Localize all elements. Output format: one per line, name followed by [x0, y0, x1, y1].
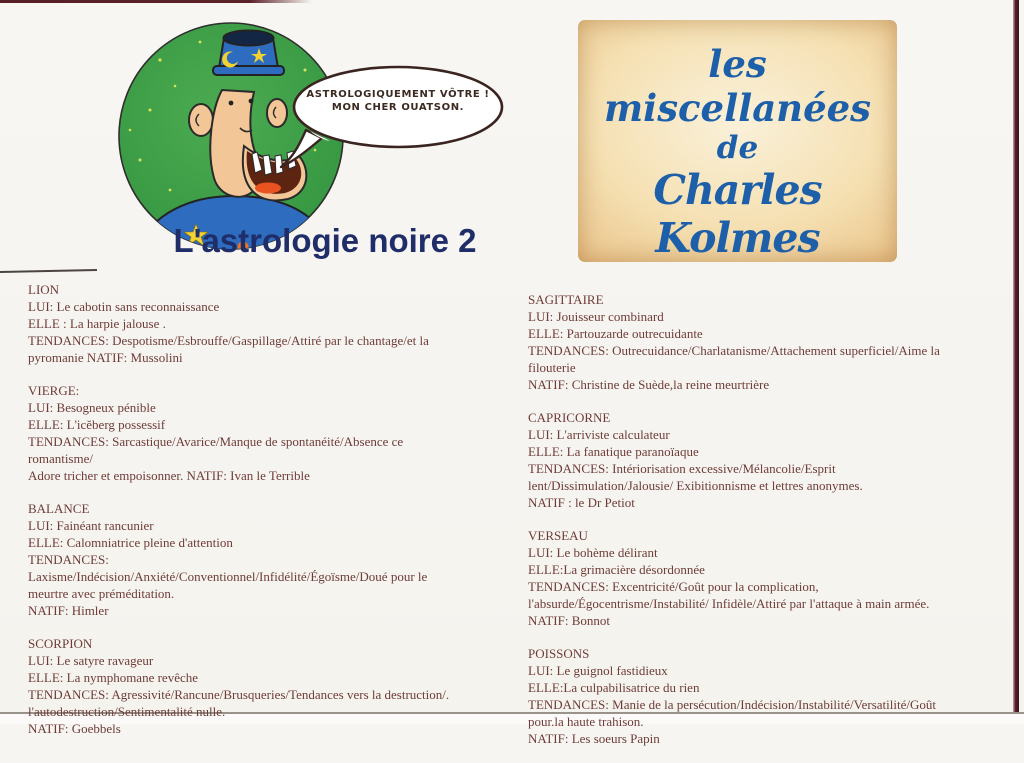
- zodiac-text-line: NATIF : le Dr Petiot: [528, 495, 635, 510]
- zodiac-text-line: LUI: Le cabotin sans reconnaissance: [28, 299, 220, 314]
- wizard-hat-icon: [213, 31, 284, 76]
- zodiac-text-line: ELLE: Calomniatrice pleine d'attention: [28, 535, 233, 550]
- zodiac-text-line: LUI: Fainéant rancunier: [28, 518, 154, 533]
- zodiac-section-poissons: [528, 645, 1008, 747]
- zodiac-text-line: ELLE: Partouzarde outrecuidante: [528, 326, 703, 341]
- speech-line-1: ASTROLOGIQUEMENT VÔTRE !: [306, 89, 490, 100]
- title-card: [578, 20, 897, 262]
- zodiac-text-line: meurtre avec préméditation.: [28, 586, 175, 601]
- speech-bubble-text: [302, 88, 494, 114]
- zodiac-column-left: [28, 281, 498, 753]
- zodiac-sign-heading: SAGITTAIRE: [528, 292, 604, 307]
- zodiac-text-line: LUI: Le bohème délirant: [528, 545, 658, 560]
- zodiac-text-line: ELLE : La harpie jalouse .: [28, 316, 166, 331]
- zodiac-text-line: TENDANCES: Intériorisation excessive/Mélancolie/Esprit: [528, 461, 836, 476]
- tongue: [255, 183, 281, 194]
- zodiac-sign-heading: VIERGE:: [28, 383, 80, 398]
- zodiac-text-line: TENDANCES:: [28, 552, 109, 567]
- right-ear: [267, 99, 287, 127]
- page-title: L'astrologie noire 2: [173, 222, 477, 259]
- zodiac-sign-heading: CAPRICORNE: [528, 410, 611, 425]
- zodiac-section-lion: [28, 281, 498, 366]
- zodiac-text-line: TENDANCES: Sarcastique/Avarice/Manque de spontanéité/Absence ce: [28, 434, 404, 449]
- zodiac-text-line: ELLE:La grimacière désordonnée: [528, 562, 705, 577]
- zodiac-section-scorpion: [28, 635, 498, 737]
- zodiac-sign-heading: BALANCE: [28, 501, 90, 516]
- zodiac-text-line: TENDANCES: Excentricité/Goût pour la complication,: [528, 579, 819, 594]
- card-line-2: de: [716, 130, 759, 166]
- zodiac-text-line: TENDANCES: Agressivité/Rancune/Brusqueries/Tendances vers la destruction/.: [28, 687, 450, 702]
- zodiac-text-line: ELLE:La culpabilisatrice du rien: [528, 680, 700, 695]
- card-line-1: les miscellanées: [603, 42, 871, 130]
- scan-artifact-right-line: [1013, 0, 1019, 713]
- zodiac-text-line: l'absurde/Égocentrisme/Instabilité/ Infidèle/Attiré par l'attaque à main armée.: [528, 596, 930, 611]
- zodiac-text-line: pour.la haute trahison.: [528, 714, 644, 729]
- left-ear: [189, 104, 213, 136]
- zodiac-text-line: l'autodestruction/Sentimentalité nulle.: [28, 704, 226, 719]
- zodiac-text-line: TENDANCES: Manie de la persécution/Indécision/Instabilité/Versatilité/Goût: [528, 697, 936, 712]
- zodiac-text-line: LUI: Le satyre ravageur: [28, 653, 154, 668]
- zodiac-sign-heading: LION: [28, 282, 60, 297]
- zodiac-text-line: Laxisme/Indécision/Anxiété/Conventionnel/Infidélité/Égoïsme/Doué pour le: [28, 569, 428, 584]
- zodiac-text-line: TENDANCES: Despotisme/Esbrouffe/Gaspillage/Attiré par le chantage/et la: [28, 333, 429, 348]
- zodiac-section-capricorne: [528, 409, 1008, 511]
- zodiac-text-line: NATIF: Goebbels: [28, 721, 121, 736]
- zodiac-text-line: LUI: L'arriviste calculateur: [528, 427, 670, 442]
- zodiac-sign-heading: POISSONS: [528, 646, 590, 661]
- zodiac-text-line: NATIF: Himler: [28, 603, 109, 618]
- zodiac-text-line: NATIF: Christine de Suède,la reine meurtrière: [528, 377, 770, 392]
- zodiac-text-line: pyromanie NATIF: Mussolini: [28, 350, 183, 365]
- zodiac-text-line: lent/Dissimulation/Jalousie/ Exibitionnisme et lettres anonymes.: [528, 478, 863, 493]
- zodiac-text-line: romantisme/: [28, 451, 93, 466]
- zodiac-sign-heading: SCORPION: [28, 636, 93, 651]
- zodiac-text-line: ELLE: La nymphomane revêche: [28, 670, 199, 685]
- zodiac-text-line: LUI: Le guignol fastidieux: [528, 663, 668, 678]
- zodiac-section-balance: [28, 500, 498, 619]
- card-line-3: Charles Kolmes: [653, 166, 822, 262]
- zodiac-text-line: Adore tricher et empoisonner. NATIF: Ivan le Terrible: [28, 468, 310, 483]
- zodiac-text-line: NATIF: Les soeurs Papin: [528, 731, 660, 746]
- zodiac-section-vierge: [28, 382, 498, 484]
- zodiac-text-line: NATIF: Bonnot: [528, 613, 610, 628]
- zodiac-sign-heading: VERSEAU: [528, 528, 588, 543]
- zodiac-text-line: LUI: Jouisseur combinard: [528, 309, 664, 324]
- zodiac-text-line: ELLE: La fanatique paranoïaque: [528, 444, 699, 459]
- zodiac-text-line: ELLE: L'icĕberg possessif: [28, 417, 166, 432]
- zodiac-column-right: [528, 291, 1008, 763]
- zodiac-section-sagittaire: [528, 291, 1008, 393]
- zodiac-text-line: LUI: Besogneux pénible: [28, 400, 156, 415]
- zodiac-text-line: filouterie: [528, 360, 576, 375]
- zodiac-text-line: TENDANCES: Outrecuidance/Charlatanisme/Attachement superficiel/Aime la: [528, 343, 940, 358]
- zodiac-section-verseau: [528, 527, 1008, 629]
- speech-line-2: MON CHER OUATSON.: [331, 102, 465, 113]
